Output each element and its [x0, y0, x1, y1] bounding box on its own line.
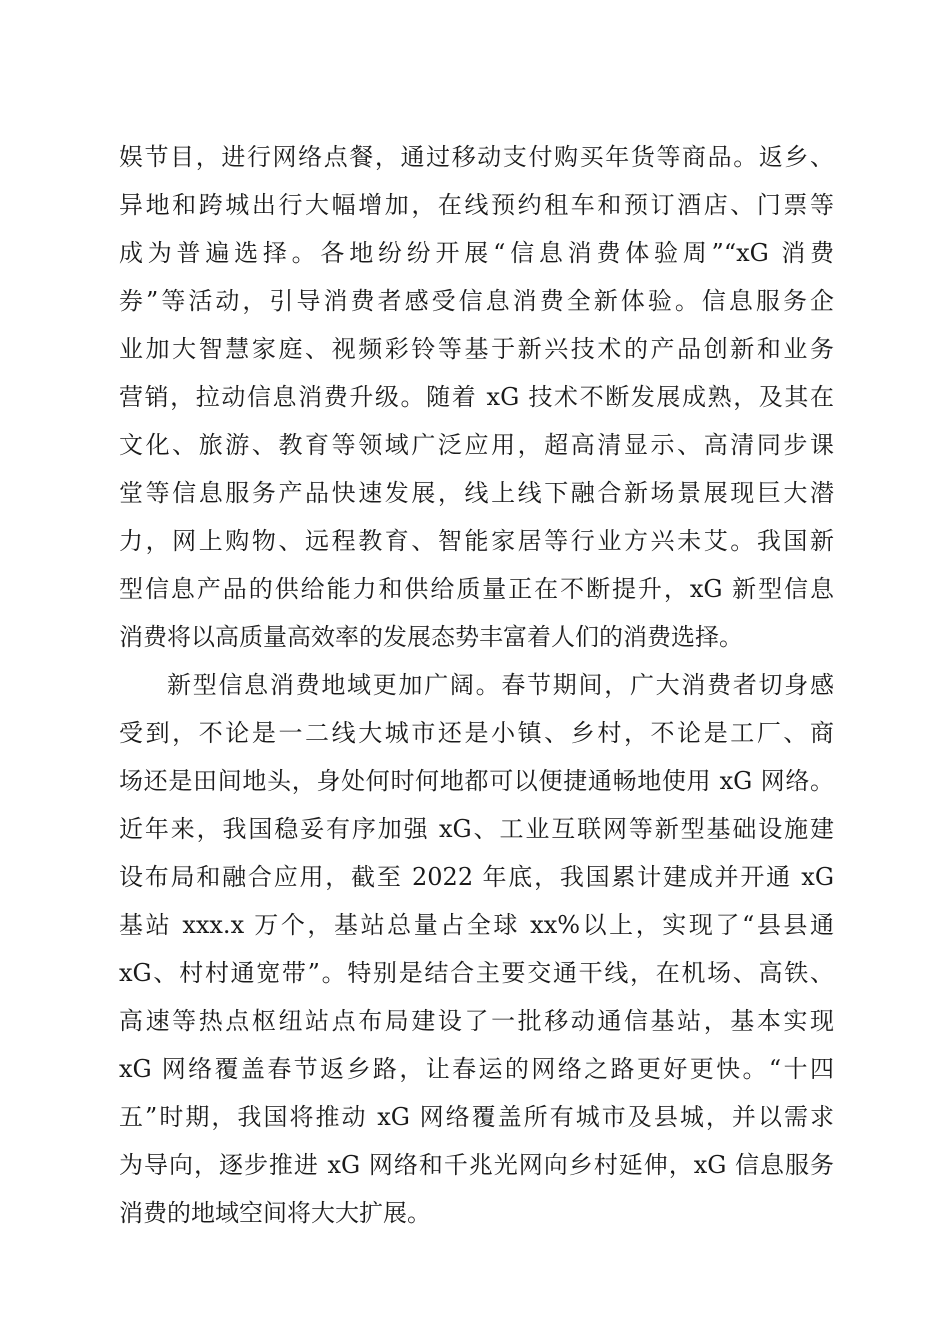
- text-line: 基站 xxx.x 万个，基站总量占全球 xx%以上，实现了“县县通: [119, 911, 834, 939]
- text-line: 消费将以高质量高效率的发展态势丰富着人们的消费选择。: [119, 623, 743, 651]
- text-line: 新型信息消费地域更加广阔。春节期间，广大消费者切身感: [167, 671, 834, 699]
- text-line: 近年来，我国稳妥有序加强 xG、工业互联网等新型基础设施建: [119, 815, 834, 843]
- text-line: 型信息产品的供给能力和供给质量正在不断提升，xG 新型信息: [119, 575, 834, 603]
- text-line: 业加大智慧家庭、视频彩铃等基于新兴技术的产品创新和业务: [119, 335, 834, 363]
- text-line: 力，网上购物、远程教育、智能家居等行业方兴未艾。我国新: [119, 527, 834, 555]
- text-line: xG 网络覆盖春节返乡路，让春运的网络之路更好更快。“十四: [119, 1055, 834, 1083]
- text-line: 娱节目，进行网络点餐，通过移动支付购买年货等商品。返乡、: [119, 143, 834, 171]
- text-line: 堂等信息服务产品快速发展，线上线下融合新场景展现巨大潜: [119, 479, 834, 507]
- text-line: 高速等热点枢纽站点布局建设了一批移动通信基站，基本实现: [119, 1007, 834, 1035]
- paragraph-2: [119, 661, 834, 1237]
- text-line: 券”等活动，引导消费者感受信息消费全新体验。信息服务企: [119, 287, 834, 315]
- text-line: 消费的地域空间将大大扩展。: [119, 1199, 431, 1227]
- text-line: 场还是田间地头，身处何时何地都可以便捷通畅地使用 xG 网络。: [119, 767, 834, 795]
- text-line: 异地和跨城出行大幅增加，在线预约租车和预订酒店、门票等: [119, 191, 834, 219]
- text-line: 成为普遍选择。各地纷纷开展“信息消费体验周”“xG 消费: [119, 239, 834, 267]
- paragraph-1: [119, 133, 834, 661]
- text-line: 文化、旅游、教育等领域广泛应用，超高清显示、高清同步课: [119, 431, 834, 459]
- text-line: 受到，不论是一二线大城市还是小镇、乡村，不论是工厂、商: [119, 719, 834, 747]
- document-body: [119, 133, 834, 1237]
- text-line: xG、村村通宽带”。特别是结合主要交通干线，在机场、高铁、: [119, 959, 834, 987]
- text-line: 营销，拉动信息消费升级。随着 xG 技术不断发展成熟，及其在: [119, 383, 834, 411]
- text-line: 为导向，逐步推进 xG 网络和千兆光网向乡村延伸，xG 信息服务: [119, 1151, 834, 1179]
- text-line: 设布局和融合应用，截至 2022 年底，我国累计建成并开通 xG: [119, 863, 834, 891]
- text-line: 五”时期，我国将推动 xG 网络覆盖所有城市及县城，并以需求: [119, 1103, 834, 1131]
